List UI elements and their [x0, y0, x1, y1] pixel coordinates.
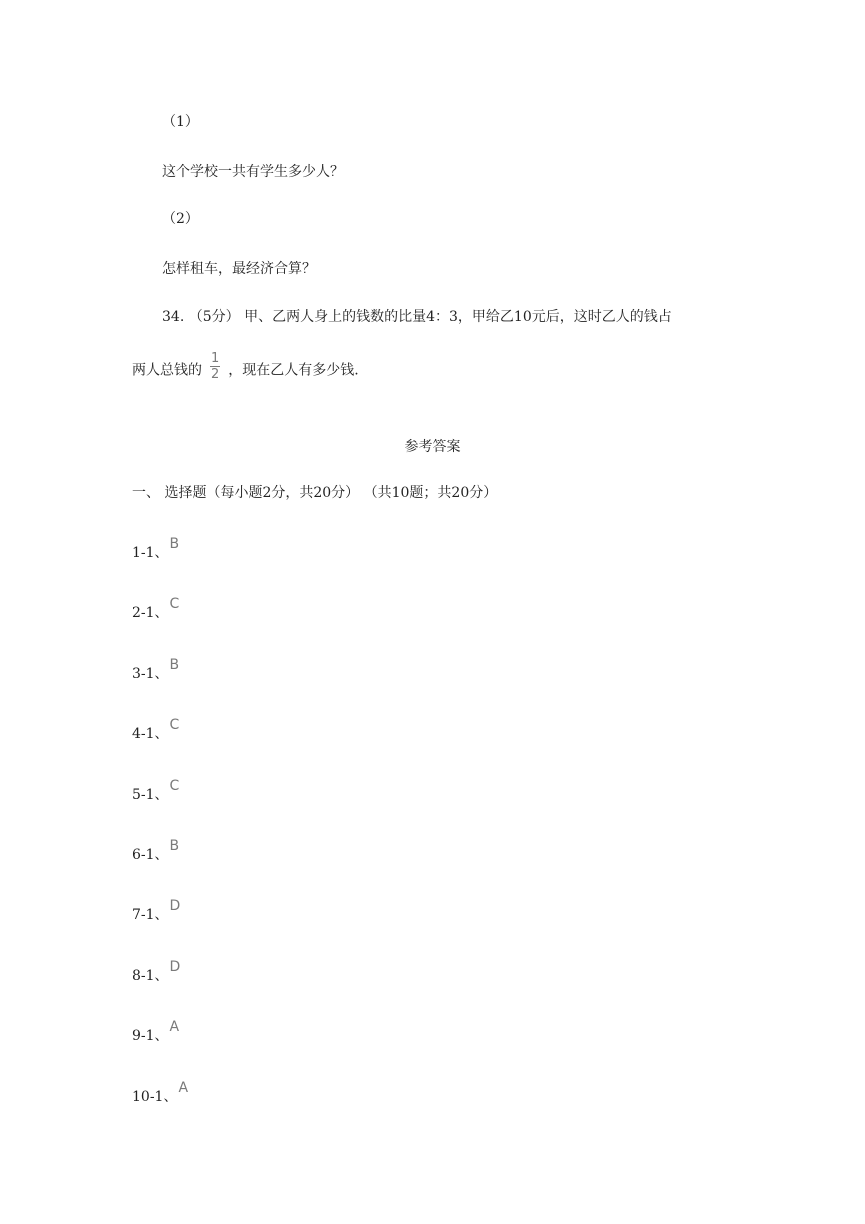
answer-label: 5-1、	[132, 787, 169, 803]
answer-value: C	[169, 778, 180, 794]
answer-label: 3-1、	[132, 666, 169, 682]
question-34-text-before: 两人总钱的	[132, 362, 202, 379]
answer-label: 7-1、	[132, 907, 169, 923]
answer-label: 4-1、	[132, 726, 169, 742]
answer-value: C	[169, 596, 180, 612]
answer-label: 8-1、	[132, 968, 169, 984]
answer-value: D	[169, 959, 181, 975]
answer-value: A	[169, 1019, 180, 1035]
answer-item	[132, 778, 180, 805]
fraction-one-half	[210, 352, 220, 381]
answer-value: B	[169, 536, 180, 552]
question-34-number: 34.	[162, 309, 185, 325]
answer-value: A	[178, 1080, 189, 1096]
answer-item	[132, 596, 180, 623]
answer-item	[132, 898, 181, 925]
question-34-line1	[162, 307, 672, 327]
answer-item	[132, 657, 180, 684]
question-34-text-line1: 甲、乙两人身上的钱数的比量4：3，甲给乙10元后，这时乙人的钱占	[244, 309, 672, 325]
question-34-text-after: ，现在乙人有多少钱.	[228, 362, 359, 379]
question-part1-text: 这个学校一共有学生多少人？	[162, 164, 344, 180]
answer-label: 6-1、	[132, 847, 169, 863]
question-34-line2	[132, 351, 359, 385]
answer-item	[132, 1080, 189, 1107]
fraction-numerator: 1	[211, 351, 220, 366]
question-part2-label: （2）	[162, 211, 199, 227]
answer-item	[132, 717, 180, 744]
answer-label: 2-1、	[132, 605, 169, 621]
answer-item	[132, 1019, 180, 1046]
answer-item	[132, 838, 180, 865]
answer-label: 10-1、	[132, 1089, 178, 1105]
answer-label: 1-1、	[132, 545, 169, 561]
section1-heading: 一、 选择题（每小题2分，共20分） （共10题；共20分）	[132, 485, 498, 501]
answers-title: 参考答案	[404, 439, 461, 455]
question-34-points: （5分）	[188, 309, 240, 325]
answer-label: 9-1、	[132, 1028, 169, 1044]
fraction-denominator: 2	[211, 367, 220, 382]
question-part2-text: 怎样租车，最经济合算？	[162, 261, 316, 277]
answer-item	[132, 536, 180, 563]
answer-value: C	[169, 717, 180, 733]
answer-value: D	[169, 898, 181, 914]
question-part1-label: （1）	[162, 114, 199, 130]
answer-value: B	[169, 657, 180, 673]
answer-value: B	[169, 838, 180, 854]
answer-item	[132, 959, 181, 986]
